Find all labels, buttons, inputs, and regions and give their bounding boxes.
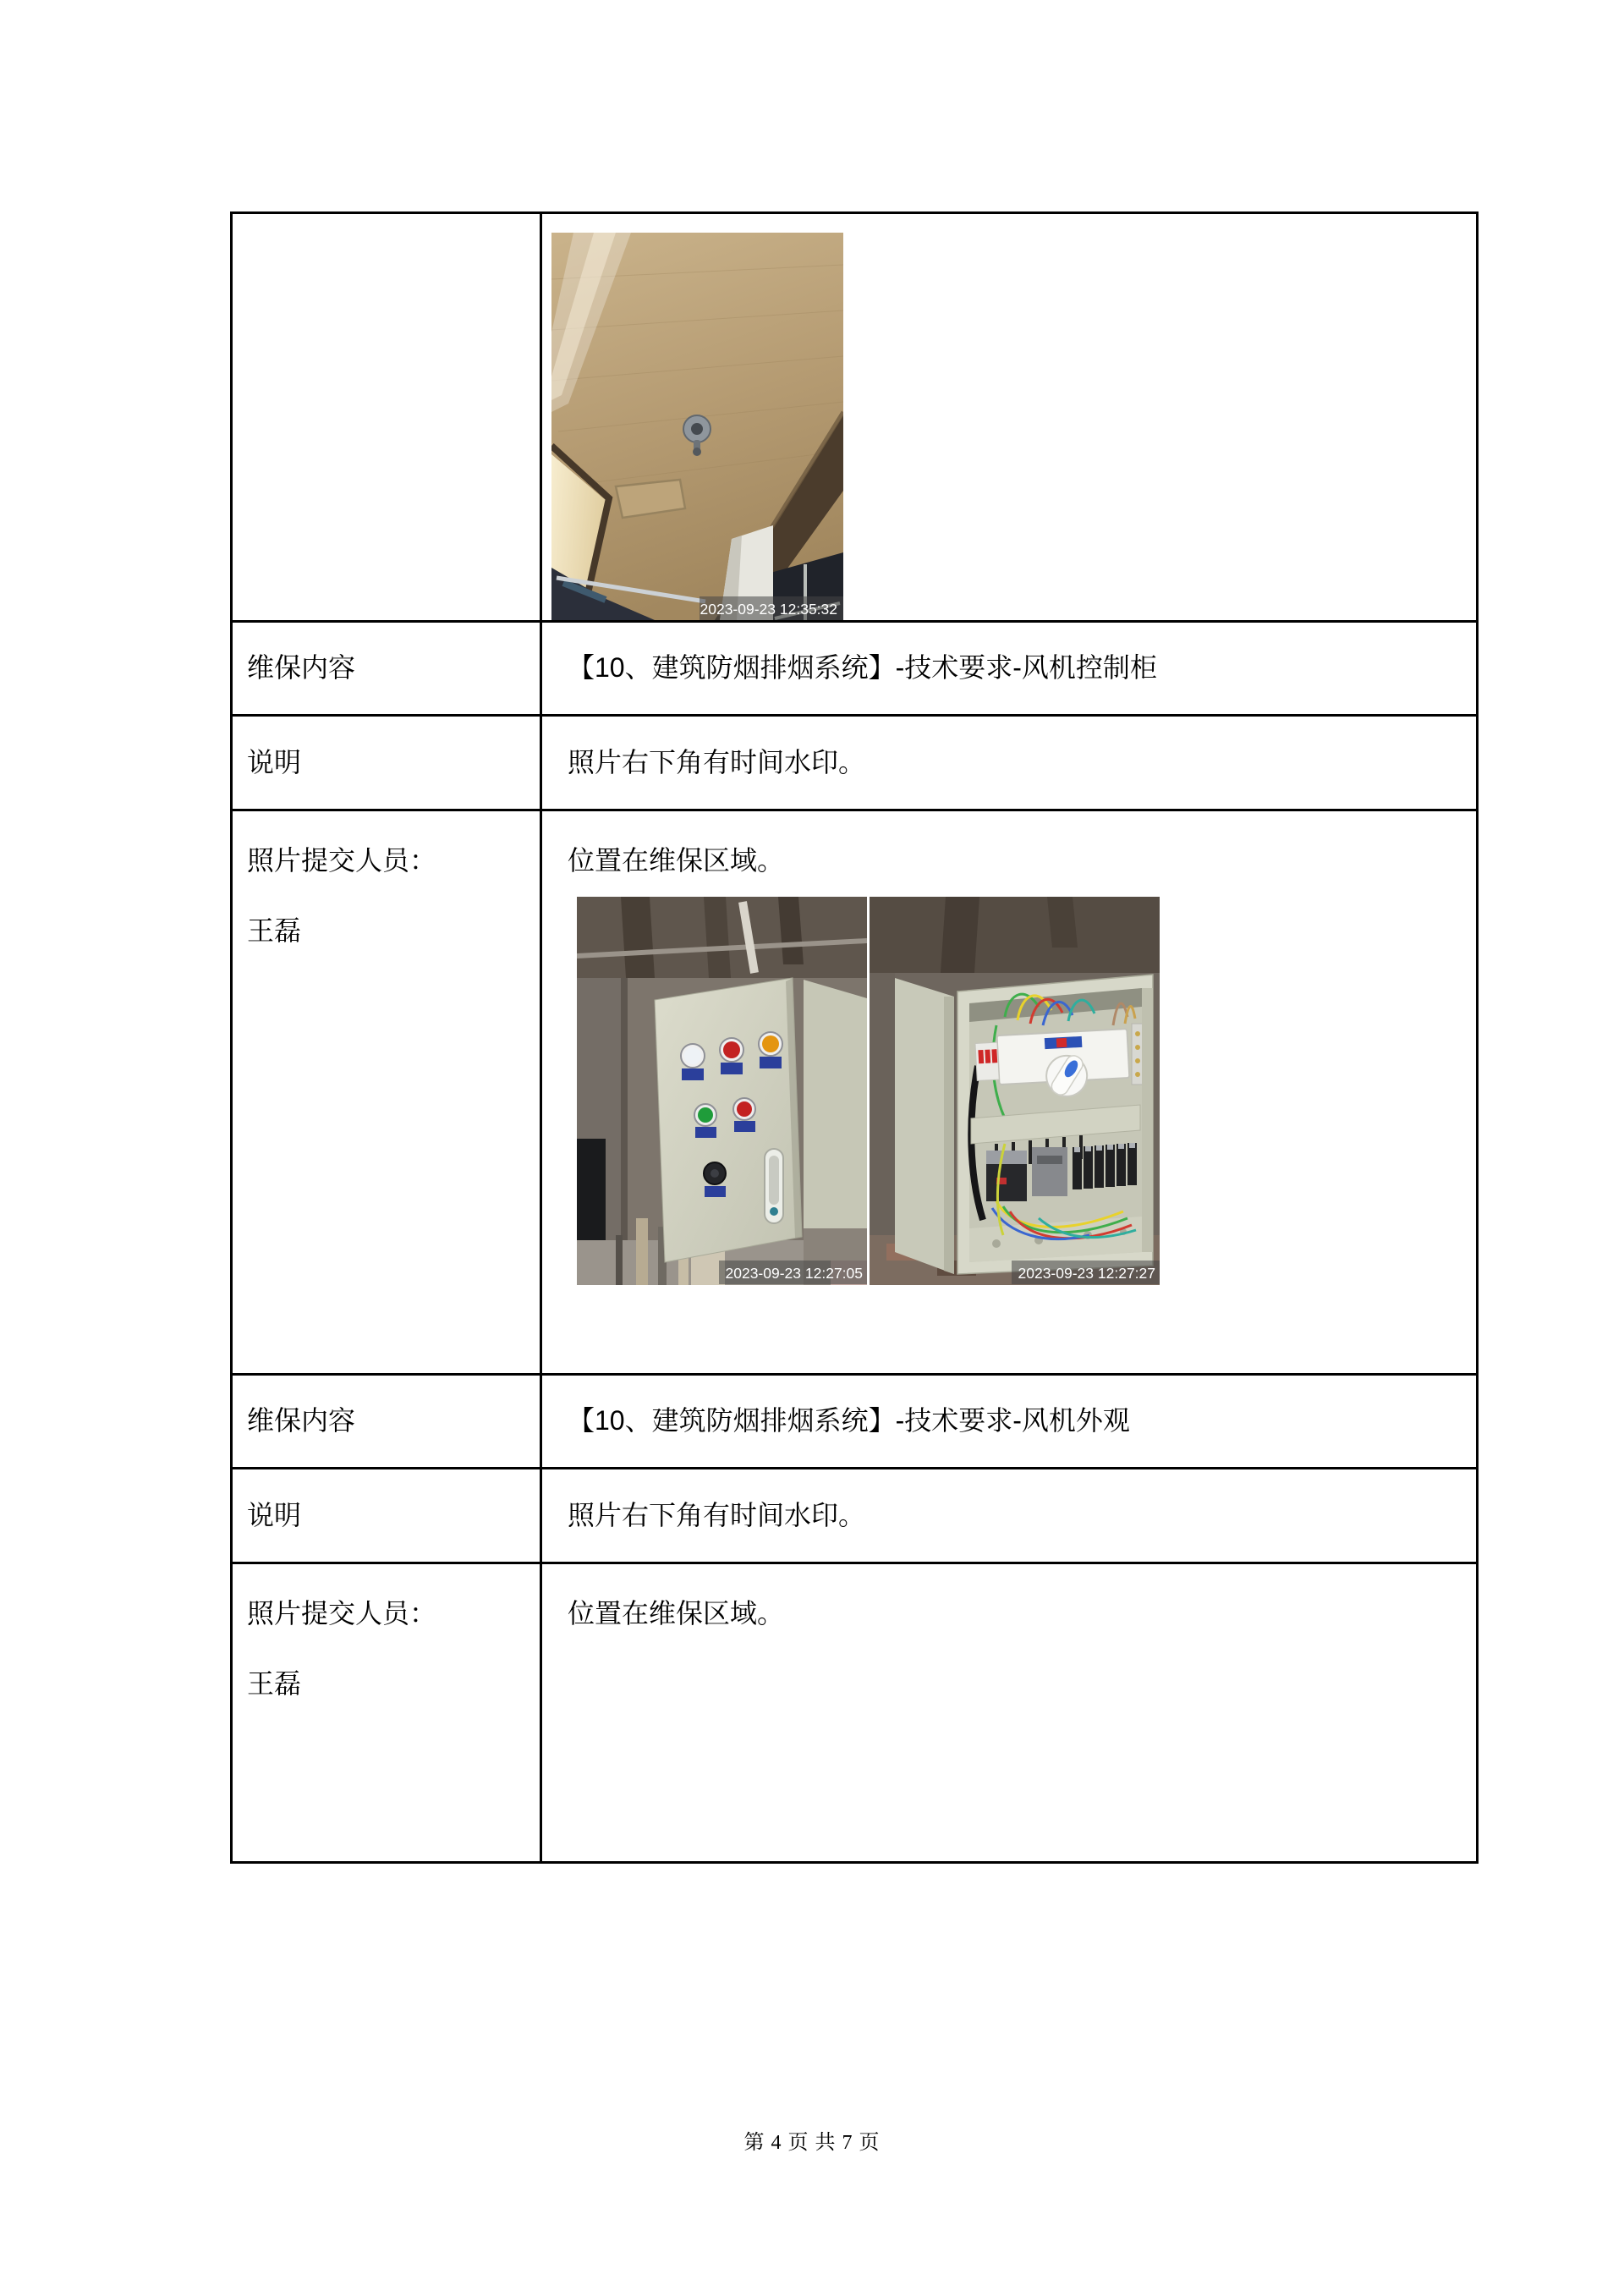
description-label: 说明 bbox=[232, 716, 541, 810]
maintenance-content-label: 维保内容 bbox=[232, 622, 541, 716]
photo-timestamp: 2023-09-23 12:27:27 bbox=[1018, 1264, 1155, 1282]
maintenance-content-value: 【10、建筑防烟排烟系统】-技术要求-风机控制柜 bbox=[541, 622, 1478, 716]
description-value: 照片右下角有时间水印。 bbox=[541, 1469, 1478, 1563]
maintenance-content-value: 【10、建筑防烟排烟系统】-技术要求-风机外观 bbox=[541, 1375, 1478, 1469]
location-note-cell bbox=[541, 1563, 1478, 1863]
submitter-name: 王磊 bbox=[247, 1667, 302, 1699]
adjacent-panel bbox=[804, 980, 867, 1235]
submitter-name: 王磊 bbox=[247, 915, 302, 946]
table-row-description-1 bbox=[232, 716, 1478, 810]
table-row-maintenance-2 bbox=[232, 1375, 1478, 1469]
table-row-maintenance-1 bbox=[232, 622, 1478, 716]
photo-timestamp: 2023-09-23 12:27:05 bbox=[725, 1264, 863, 1282]
table-row-submitter-1 bbox=[232, 810, 1478, 1375]
ceiling-photo-cell bbox=[541, 213, 1478, 622]
maintenance-report-table bbox=[230, 211, 1479, 1864]
submitter-photos-cell bbox=[541, 810, 1478, 1375]
terminal-strip-right bbox=[1132, 1024, 1144, 1085]
selector-knob bbox=[704, 1162, 726, 1197]
door-handle bbox=[765, 1149, 783, 1223]
table-row-submitter-2 bbox=[232, 1563, 1478, 1863]
cabinet-photos-row bbox=[577, 897, 1459, 1285]
submitter-label-cell: 照片提交人员： 王磊 bbox=[232, 1563, 541, 1863]
ceiling-sprinkler-photo bbox=[551, 233, 843, 620]
location-note: 位置在维保区域。 bbox=[568, 1598, 785, 1629]
empty-label-cell bbox=[232, 213, 541, 622]
description-value: 照片右下角有时间水印。 bbox=[541, 716, 1478, 810]
table-row-photo-top bbox=[232, 213, 1478, 622]
page-footer: 第 4 页 共 7 页 bbox=[743, 2132, 881, 2154]
closed-cabinet-photo bbox=[577, 897, 867, 1285]
submitter-label-cell: 照片提交人员： 王磊 bbox=[232, 810, 541, 1375]
photo-timestamp: 2023-09-23 12:35:32 bbox=[700, 601, 837, 618]
table-row-description-2 bbox=[232, 1469, 1478, 1563]
location-note: 位置在维保区域。 bbox=[568, 845, 785, 876]
description-label: 说明 bbox=[232, 1469, 541, 1563]
open-cabinet-photo bbox=[870, 897, 1160, 1285]
maintenance-content-label: 维保内容 bbox=[232, 1375, 541, 1469]
